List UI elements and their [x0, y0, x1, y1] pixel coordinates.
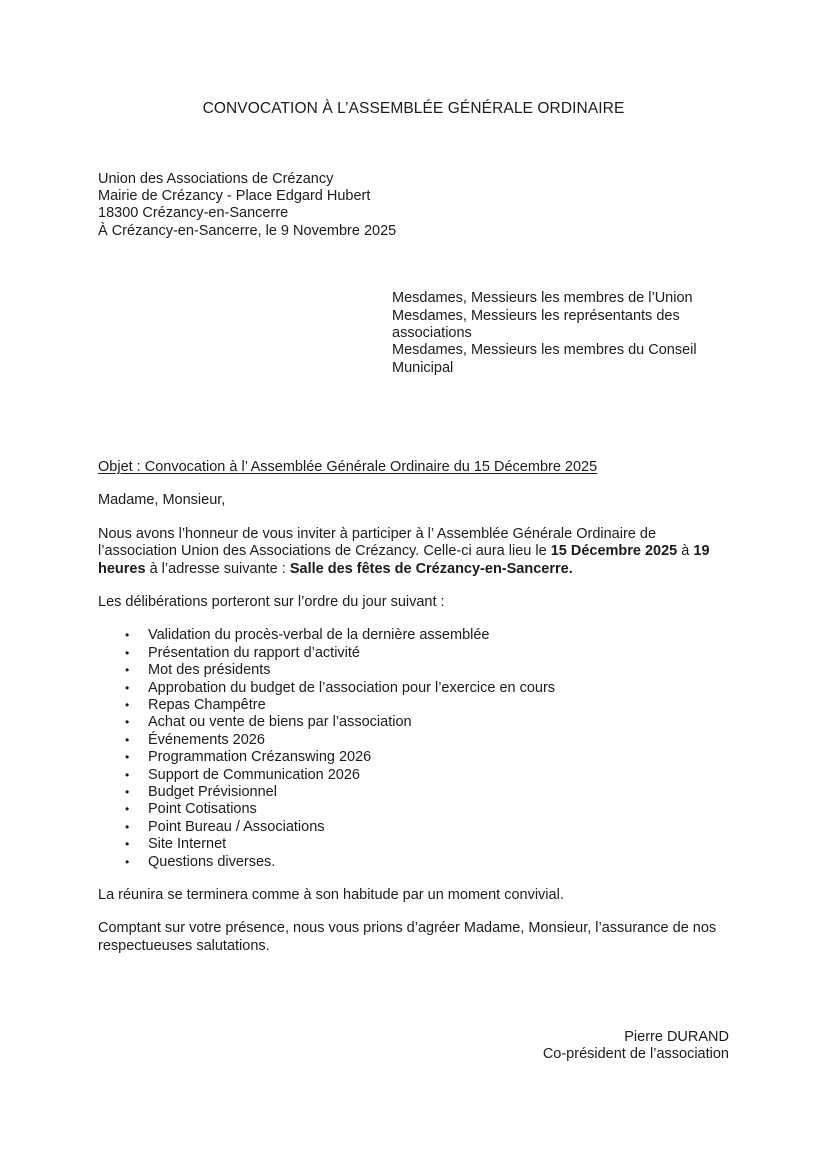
bullet-icon: •: [125, 680, 130, 695]
bullet-icon: •: [125, 819, 130, 834]
recipients-block: [392, 290, 729, 377]
subject-line: Objet : Convocation à l’ Assemblée Générale Ordinaire du 15 Décembre 2025: [98, 459, 598, 476]
bullet-icon: •: [125, 767, 130, 782]
bullet-icon: •: [125, 854, 130, 869]
agenda-item: [125, 836, 729, 853]
agenda-item: [125, 627, 729, 644]
bullet-icon: •: [125, 784, 130, 799]
invitation-date: 15 Décembre 2025: [550, 543, 678, 560]
agenda-item-label: Programmation Crézanswing 2026: [148, 749, 372, 766]
agenda-item-label: Questions diverses.: [148, 853, 276, 870]
bullet-icon: •: [125, 698, 130, 713]
agenda-item: [125, 680, 729, 697]
bullet-icon: •: [125, 750, 130, 765]
signature-role: Co-président de l’association: [542, 1046, 729, 1063]
agenda-item-label: Mot des présidents: [148, 662, 271, 679]
bullet-icon: •: [125, 732, 130, 747]
agenda-intro: Les délibérations porteront sur l’ordre du jour suivant :: [98, 594, 445, 611]
invitation-paragraph: [98, 526, 729, 578]
bullet-icon: •: [125, 802, 130, 817]
invitation-place: Salle des fêtes de Crézancy-en-Sancerre.: [289, 560, 573, 577]
salutation: Madame, Monsieur,: [98, 491, 226, 508]
agenda-item-label: Approbation du budget de l’association pour l’exercice en cours: [148, 679, 556, 696]
signature-name: Pierre DURAND: [624, 1029, 729, 1046]
agenda-item-label: Budget Prévisionnel: [148, 783, 277, 800]
invitation-part3: à l’adresse suivante :: [145, 560, 290, 577]
recipient-line: Mesdames, Messieurs les membres de l’Union: [392, 290, 693, 307]
agenda-item: [125, 749, 729, 766]
sender-line: À Crézancy-en-Sancerre, le 9 Novembre 2025: [98, 222, 397, 239]
signature-block: [98, 1029, 729, 1064]
agenda-item: [125, 767, 729, 784]
agenda-item: [125, 854, 729, 871]
agenda-item-label: Repas Champêtre: [148, 697, 266, 714]
agenda-item-label: Point Cotisations: [148, 801, 257, 818]
sender-block: [98, 171, 729, 241]
agenda-item-label: Événements 2026: [148, 731, 265, 748]
recipient-line: Mesdames, Messieurs les membres du Conseil Municipal: [392, 342, 697, 376]
agenda-item: [125, 697, 729, 714]
agenda-item: [125, 662, 729, 679]
agenda-item: [125, 801, 729, 818]
invitation-part1: Nous avons l’honneur de vous inviter à participer à l’ Assemblée Générale Ordinaire de l’association Union des Associations de Crézancy. Celle-ci aura lieu le: [98, 525, 657, 560]
invitation-part2: à: [677, 543, 694, 560]
bullet-icon: •: [125, 837, 130, 852]
agenda-item: [125, 645, 729, 662]
bullet-icon: •: [125, 715, 130, 730]
document-title: CONVOCATION À L’ASSEMBLÉE GÉNÉRALE ORDINAIRE: [202, 100, 625, 117]
agenda-item-label: Support de Communication 2026: [148, 766, 360, 783]
agenda-item-label: Présentation du rapport d’activité: [148, 644, 360, 661]
agenda-item: [125, 732, 729, 749]
agenda-item: [125, 784, 729, 801]
agenda-item-label: Achat ou vente de biens par l’association: [148, 714, 412, 731]
invitation-time: 19 heures: [98, 543, 710, 577]
sender-line: Union des Associations de Crézancy: [98, 170, 334, 187]
agenda-item-label: Point Bureau / Associations: [148, 818, 325, 835]
sender-line: Mairie de Crézancy - Place Edgard Hubert: [98, 187, 371, 204]
bullet-icon: •: [125, 628, 130, 643]
agenda-list: [98, 627, 729, 870]
bullet-icon: •: [125, 663, 130, 678]
sender-line: 18300 Crézancy-en-Sancerre: [98, 205, 289, 222]
agenda-item-label: Validation du procès-verbal de la dernière assemblée: [148, 627, 490, 644]
agenda-item: [125, 714, 729, 731]
closing-salutations: Comptant sur votre présence, nous vous prions d’agréer Madame, Monsieur, l’assurance de nos respectueuses salutations.: [98, 920, 717, 954]
recipient-line: Mesdames, Messieurs les représentants des associations: [392, 307, 680, 341]
agenda-item: [125, 819, 729, 836]
agenda-item-label: Site Internet: [148, 836, 227, 853]
closing-convivial: La réunira se terminera comme à son habitude par un moment convivial.: [98, 886, 564, 903]
bullet-icon: •: [125, 645, 130, 660]
